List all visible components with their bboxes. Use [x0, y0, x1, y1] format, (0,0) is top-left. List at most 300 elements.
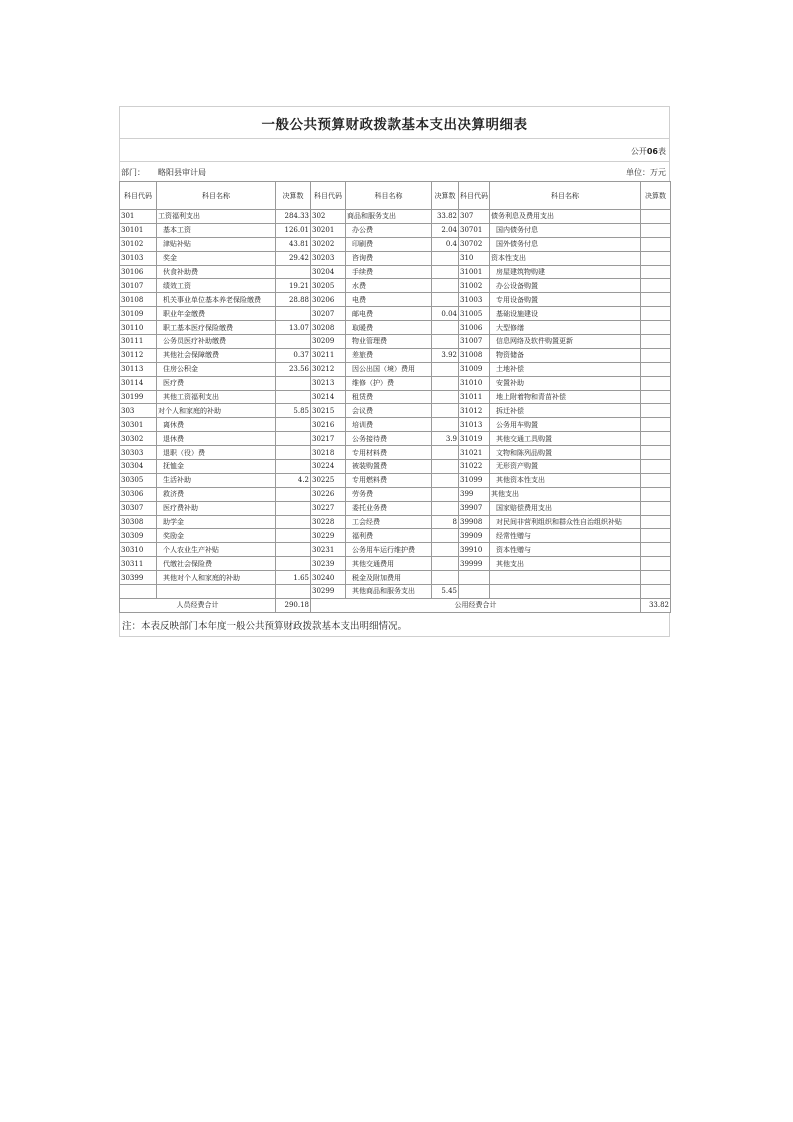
- cell-code-3: 39999: [459, 557, 490, 571]
- cell-code-1: 30114: [120, 376, 157, 390]
- cell-code-2: 30202: [311, 237, 346, 251]
- cell-amount-1: 284.33: [276, 210, 311, 224]
- cell-name-3: 信息网络及软件购置更新: [490, 335, 641, 349]
- cell-name-1: 助学金: [157, 515, 276, 529]
- cell-code-3: 31006: [459, 321, 490, 335]
- cell-amount-2: 2.04: [432, 223, 459, 237]
- cell-name-2: 咨询费: [346, 251, 432, 265]
- cell-amount-2: 0.04: [432, 307, 459, 321]
- cell-code-2: 30226: [311, 487, 346, 501]
- cell-name-3: 资本性支出: [490, 251, 641, 265]
- cell-name-2: 电费: [346, 293, 432, 307]
- cell-code-3: [459, 585, 490, 599]
- cell-amount-3: [641, 279, 671, 293]
- cell-amount-2: [432, 446, 459, 460]
- table-row: [120, 515, 671, 529]
- cell-amount-2: 0.4: [432, 237, 459, 251]
- cell-name-1: 住房公积金: [157, 362, 276, 376]
- cell-code-3: 30702: [459, 237, 490, 251]
- cell-amount-2: [432, 557, 459, 571]
- header-code-2: 科目代码: [311, 182, 346, 210]
- table-row: [120, 487, 671, 501]
- cell-code-2: 30225: [311, 473, 346, 487]
- cell-code-1: 30302: [120, 432, 157, 446]
- table-row: [120, 307, 671, 321]
- cell-name-1: 职业年金缴费: [157, 307, 276, 321]
- cell-amount-3: [641, 473, 671, 487]
- cell-amount-3: [641, 321, 671, 335]
- cell-amount-2: [432, 376, 459, 390]
- cell-name-2: 公务用车运行维护费: [346, 543, 432, 557]
- cell-name-3: 国家赔偿费用支出: [490, 501, 641, 515]
- cell-amount-2: 8: [432, 515, 459, 529]
- cell-name-3: 办公设备购置: [490, 279, 641, 293]
- cell-code-3: 31021: [459, 446, 490, 460]
- cell-amount-2: 33.82: [432, 210, 459, 224]
- cell-amount-2: [432, 293, 459, 307]
- form-code: [631, 146, 666, 157]
- cell-amount-3: [641, 460, 671, 474]
- cell-name-3: 地上附着物和青苗补偿: [490, 390, 641, 404]
- cell-code-1: 30308: [120, 515, 157, 529]
- cell-name-3: 国外债务付息: [490, 237, 641, 251]
- table-row: [120, 293, 671, 307]
- cell-amount-1: [276, 529, 311, 543]
- cell-code-2: 30217: [311, 432, 346, 446]
- cell-name-3: 对民间非营利组织和群众性自治组织补贴: [490, 515, 641, 529]
- cell-code-3: 31022: [459, 460, 490, 474]
- cell-amount-1: [276, 265, 311, 279]
- report-sheet: [119, 106, 670, 637]
- cell-code-1: 30107: [120, 279, 157, 293]
- header-code-3: 科目代码: [459, 182, 490, 210]
- table-row: [120, 473, 671, 487]
- cell-name-1: 离休费: [157, 418, 276, 432]
- cell-amount-2: [432, 501, 459, 515]
- cell-amount-2: [432, 335, 459, 349]
- cell-code-1: 30307: [120, 501, 157, 515]
- cell-code-2: 30203: [311, 251, 346, 265]
- cell-amount-1: [276, 390, 311, 404]
- cell-name-1: 其他工资福利支出: [157, 390, 276, 404]
- department-label: 部门：: [121, 168, 145, 177]
- cell-name-3: 其他资本性支出: [490, 473, 641, 487]
- table-row: [120, 279, 671, 293]
- cell-amount-3: [641, 293, 671, 307]
- cell-amount-2: [432, 473, 459, 487]
- cell-code-1: 30301: [120, 418, 157, 432]
- cell-code-1: 30311: [120, 557, 157, 571]
- table-row: [120, 557, 671, 571]
- cell-name-2: 劳务费: [346, 487, 432, 501]
- cell-name-2: 办公费: [346, 223, 432, 237]
- header-amount-3: 决算数: [641, 182, 671, 210]
- cell-code-1: 30106: [120, 265, 157, 279]
- cell-name-3: 拆迁补偿: [490, 404, 641, 418]
- cell-name-2: 其他交通费用: [346, 557, 432, 571]
- cell-name-3: 无形资产购置: [490, 460, 641, 474]
- cell-amount-1: [276, 335, 311, 349]
- cell-code-2: 30227: [311, 501, 346, 515]
- header-name-1: 科目名称: [157, 182, 276, 210]
- cell-name-2: 租赁费: [346, 390, 432, 404]
- cell-code-2: 30207: [311, 307, 346, 321]
- cell-name-1: 工资福利支出: [157, 210, 276, 224]
- expenditure-table: [119, 181, 671, 613]
- cell-name-3: 其他交通工具购置: [490, 432, 641, 446]
- cell-amount-1: 28.88: [276, 293, 311, 307]
- cell-code-2: 30215: [311, 404, 346, 418]
- form-code-prefix: 公开: [630, 147, 647, 156]
- cell-amount-3: [641, 404, 671, 418]
- table-row: [120, 432, 671, 446]
- cell-code-1: 30112: [120, 348, 157, 362]
- cell-name-1: 退休费: [157, 432, 276, 446]
- cell-name-2: 专用燃料费: [346, 473, 432, 487]
- cell-code-3: 31011: [459, 390, 490, 404]
- cell-code-2: 30209: [311, 335, 346, 349]
- cell-name-2: 福利费: [346, 529, 432, 543]
- cell-amount-3: [641, 362, 671, 376]
- cell-code-2: 30239: [311, 557, 346, 571]
- cell-amount-1: [276, 543, 311, 557]
- cell-code-1: 30306: [120, 487, 157, 501]
- table-row: [120, 335, 671, 349]
- cell-name-3: [490, 571, 641, 585]
- cell-amount-1: [276, 460, 311, 474]
- cell-name-1: 退职（役）费: [157, 446, 276, 460]
- cell-name-3: 基础设施建设: [490, 307, 641, 321]
- cell-name-2: 委托业务费: [346, 501, 432, 515]
- cell-amount-1: 126.01: [276, 223, 311, 237]
- cell-code-3: 31002: [459, 279, 490, 293]
- cell-amount-2: [432, 362, 459, 376]
- cell-amount-1: 23.56: [276, 362, 311, 376]
- cell-code-3: 31019: [459, 432, 490, 446]
- header-name-3: 科目名称: [490, 182, 641, 210]
- cell-amount-2: [432, 404, 459, 418]
- cell-amount-3: [641, 432, 671, 446]
- cell-name-3: 资本性赠与: [490, 543, 641, 557]
- cell-code-1: 303: [120, 404, 157, 418]
- cell-code-2: 30228: [311, 515, 346, 529]
- cell-name-2: 邮电费: [346, 307, 432, 321]
- table-row: [120, 223, 671, 237]
- cell-amount-1: [276, 418, 311, 432]
- cell-code-3: 399: [459, 487, 490, 501]
- cell-amount-2: [432, 265, 459, 279]
- cell-amount-1: 43.81: [276, 237, 311, 251]
- public-total-label: 公用经费合计: [311, 598, 641, 612]
- cell-name-1: 基本工资: [157, 223, 276, 237]
- cell-amount-3: [641, 265, 671, 279]
- cell-code-1: 30304: [120, 460, 157, 474]
- table-row: [120, 348, 671, 362]
- cell-code-3: [459, 571, 490, 585]
- cell-amount-1: [276, 515, 311, 529]
- table-header-row: [120, 182, 671, 210]
- cell-code-3: 310: [459, 251, 490, 265]
- department-name: 略阳县审计局: [158, 168, 206, 177]
- cell-name-1: 个人农业生产补贴: [157, 543, 276, 557]
- public-total-value: 33.82: [641, 598, 671, 612]
- cell-name-3: 大型修缮: [490, 321, 641, 335]
- cell-name-2: 物业管理费: [346, 335, 432, 349]
- cell-amount-1: 1.65: [276, 571, 311, 585]
- cell-amount-3: [641, 446, 671, 460]
- cell-code-3: 31009: [459, 362, 490, 376]
- cell-code-2: 30201: [311, 223, 346, 237]
- cell-code-1: 30109: [120, 307, 157, 321]
- cell-code-1: 30108: [120, 293, 157, 307]
- cell-amount-3: [641, 543, 671, 557]
- cell-code-2: 30224: [311, 460, 346, 474]
- cell-amount-1: 5.85: [276, 404, 311, 418]
- cell-name-2: 手续费: [346, 265, 432, 279]
- cell-code-1: 30111: [120, 335, 157, 349]
- cell-code-2: 30216: [311, 418, 346, 432]
- cell-code-3: 31013: [459, 418, 490, 432]
- cell-amount-1: [276, 585, 311, 599]
- cell-name-1: 抚恤金: [157, 460, 276, 474]
- cell-code-1: 30310: [120, 543, 157, 557]
- cell-code-2: 30208: [311, 321, 346, 335]
- cell-name-1: 机关事业单位基本养老保险缴费: [157, 293, 276, 307]
- cell-code-3: 307: [459, 210, 490, 224]
- cell-name-1: 其他对个人和家庭的补助: [157, 571, 276, 585]
- report-title: 一般公共预算财政拨款基本支出决算明细表: [119, 106, 670, 138]
- cell-code-2: 30229: [311, 529, 346, 543]
- cell-name-2: 商品和服务支出: [346, 210, 432, 224]
- cell-amount-2: 3.9: [432, 432, 459, 446]
- cell-name-1: 医疗费补助: [157, 501, 276, 515]
- cell-code-3: 31005: [459, 307, 490, 321]
- cell-code-1: 30110: [120, 321, 157, 335]
- cell-amount-3: [641, 390, 671, 404]
- cell-code-1: 30305: [120, 473, 157, 487]
- cell-name-3: 其他支出: [490, 487, 641, 501]
- cell-name-3: 安置补助: [490, 376, 641, 390]
- cell-name-2: 取暖费: [346, 321, 432, 335]
- cell-amount-3: [641, 529, 671, 543]
- cell-amount-2: [432, 543, 459, 557]
- cell-amount-2: [432, 390, 459, 404]
- cell-code-2: 30213: [311, 376, 346, 390]
- cell-name-3: 公务用车购置: [490, 418, 641, 432]
- cell-amount-2: [432, 418, 459, 432]
- cell-code-1: 30101: [120, 223, 157, 237]
- header-amount-2: 决算数: [432, 182, 459, 210]
- cell-name-3: 房屋建筑物购建: [490, 265, 641, 279]
- cell-name-2: 培训费: [346, 418, 432, 432]
- table-row: [120, 251, 671, 265]
- cell-code-1: 30102: [120, 237, 157, 251]
- cell-name-1: 代缴社会保险费: [157, 557, 276, 571]
- personnel-total-label: 人员经费合计: [120, 598, 276, 612]
- cell-amount-2: [432, 460, 459, 474]
- table-row: [120, 321, 671, 335]
- cell-amount-2: [432, 251, 459, 265]
- cell-amount-3: [641, 585, 671, 599]
- cell-code-3: 31012: [459, 404, 490, 418]
- cell-name-1: 公务员医疗补助缴费: [157, 335, 276, 349]
- cell-name-2: 其他商品和服务支出: [346, 585, 432, 599]
- table-row: [120, 390, 671, 404]
- cell-name-2: 专用材料费: [346, 446, 432, 460]
- table-row: [120, 237, 671, 251]
- cell-code-2: 30218: [311, 446, 346, 460]
- cell-name-2: 公务接待费: [346, 432, 432, 446]
- cell-code-2: 302: [311, 210, 346, 224]
- cell-name-2: 会议费: [346, 404, 432, 418]
- table-row: [120, 543, 671, 557]
- cell-amount-1: 0.37: [276, 348, 311, 362]
- cell-code-2: 30299: [311, 585, 346, 599]
- table-row: [120, 460, 671, 474]
- unit-label: 单位：万元: [626, 168, 666, 177]
- cell-amount-2: [432, 529, 459, 543]
- cell-name-1: 津贴补贴: [157, 237, 276, 251]
- totals-row: [120, 598, 671, 612]
- cell-name-1: 伙食补助费: [157, 265, 276, 279]
- table-row: [120, 210, 671, 224]
- form-code-row: [119, 138, 670, 161]
- cell-name-2: 维修（护）费: [346, 376, 432, 390]
- cell-name-1: 奖励金: [157, 529, 276, 543]
- cell-amount-2: 5.45: [432, 585, 459, 599]
- cell-name-1: 生活补助: [157, 473, 276, 487]
- table-note: 注：本表反映部门本年度一般公共预算财政拨款基本支出明细情况。: [119, 613, 670, 637]
- cell-name-3: 经常性赠与: [490, 529, 641, 543]
- cell-name-1: 奖金: [157, 251, 276, 265]
- cell-code-3: 31003: [459, 293, 490, 307]
- cell-amount-1: 29.42: [276, 251, 311, 265]
- cell-code-2: 30206: [311, 293, 346, 307]
- cell-code-2: 30211: [311, 348, 346, 362]
- cell-code-2: 30204: [311, 265, 346, 279]
- table-row: [120, 418, 671, 432]
- cell-code-2: 30212: [311, 362, 346, 376]
- cell-code-1: 30303: [120, 446, 157, 460]
- table-row: [120, 362, 671, 376]
- cell-amount-1: [276, 376, 311, 390]
- cell-amount-3: [641, 307, 671, 321]
- cell-code-3: 31007: [459, 335, 490, 349]
- cell-code-3: 31010: [459, 376, 490, 390]
- cell-code-3: 39909: [459, 529, 490, 543]
- cell-code-2: 30240: [311, 571, 346, 585]
- form-code-number: 06: [646, 147, 658, 156]
- cell-code-1: 30113: [120, 362, 157, 376]
- table-row: [120, 529, 671, 543]
- cell-name-3: 国内债务付息: [490, 223, 641, 237]
- cell-name-2: 印刷费: [346, 237, 432, 251]
- table-row: [120, 571, 671, 585]
- cell-code-3: 39908: [459, 515, 490, 529]
- cell-amount-3: [641, 251, 671, 265]
- cell-code-1: 30199: [120, 390, 157, 404]
- cell-amount-3: [641, 376, 671, 390]
- cell-name-3: 文物和陈列品购置: [490, 446, 641, 460]
- cell-amount-1: [276, 557, 311, 571]
- cell-amount-3: [641, 487, 671, 501]
- cell-name-1: [157, 585, 276, 599]
- cell-amount-2: [432, 321, 459, 335]
- cell-code-1: 30309: [120, 529, 157, 543]
- cell-code-1: 30399: [120, 571, 157, 585]
- cell-code-3: 39910: [459, 543, 490, 557]
- cell-name-2: 工会经费: [346, 515, 432, 529]
- table-row: [120, 585, 671, 599]
- cell-code-2: 30205: [311, 279, 346, 293]
- cell-code-3: 39907: [459, 501, 490, 515]
- cell-amount-3: [641, 418, 671, 432]
- cell-code-3: 30701: [459, 223, 490, 237]
- cell-amount-3: [641, 515, 671, 529]
- cell-amount-3: [641, 335, 671, 349]
- cell-name-1: 其他社会保障缴费: [157, 348, 276, 362]
- cell-code-1: 301: [120, 210, 157, 224]
- cell-amount-2: [432, 487, 459, 501]
- cell-name-3: 物资储备: [490, 348, 641, 362]
- cell-amount-1: 4.2: [276, 473, 311, 487]
- cell-amount-3: [641, 571, 671, 585]
- cell-amount-2: [432, 279, 459, 293]
- cell-code-1: 30103: [120, 251, 157, 265]
- cell-name-2: 水费: [346, 279, 432, 293]
- cell-amount-1: [276, 487, 311, 501]
- cell-name-2: 因公出国（境）费用: [346, 362, 432, 376]
- header-amount-1: 决算数: [276, 182, 311, 210]
- form-code-suffix: 表: [658, 147, 666, 156]
- cell-amount-2: 3.92: [432, 348, 459, 362]
- cell-amount-3: [641, 557, 671, 571]
- cell-name-3: 专用设备购置: [490, 293, 641, 307]
- cell-name-3: [490, 585, 641, 599]
- cell-amount-1: 19.21: [276, 279, 311, 293]
- cell-name-1: 医疗费: [157, 376, 276, 390]
- cell-name-3: 土地补偿: [490, 362, 641, 376]
- cell-code-3: 31099: [459, 473, 490, 487]
- personnel-total-value: 290.18: [276, 598, 311, 612]
- cell-amount-1: [276, 432, 311, 446]
- cell-amount-1: [276, 446, 311, 460]
- cell-name-2: 被装购置费: [346, 460, 432, 474]
- department-row: [119, 161, 670, 181]
- cell-code-3: 31001: [459, 265, 490, 279]
- cell-amount-3: [641, 237, 671, 251]
- cell-amount-3: [641, 348, 671, 362]
- cell-name-3: 债务利息及费用支出: [490, 210, 641, 224]
- cell-amount-2: [432, 571, 459, 585]
- cell-name-1: 绩效工资: [157, 279, 276, 293]
- table-row: [120, 376, 671, 390]
- header-name-2: 科目名称: [346, 182, 432, 210]
- header-code-1: 科目代码: [120, 182, 157, 210]
- cell-amount-1: [276, 501, 311, 515]
- cell-amount-1: [276, 307, 311, 321]
- cell-amount-3: [641, 501, 671, 515]
- table-row: [120, 265, 671, 279]
- cell-code-1: [120, 585, 157, 599]
- cell-name-3: 其他支出: [490, 557, 641, 571]
- cell-amount-1: 13.07: [276, 321, 311, 335]
- cell-name-2: 税金及附加费用: [346, 571, 432, 585]
- cell-code-2: 30214: [311, 390, 346, 404]
- cell-code-2: 30231: [311, 543, 346, 557]
- cell-code-3: 31008: [459, 348, 490, 362]
- cell-name-1: 对个人和家庭的补助: [157, 404, 276, 418]
